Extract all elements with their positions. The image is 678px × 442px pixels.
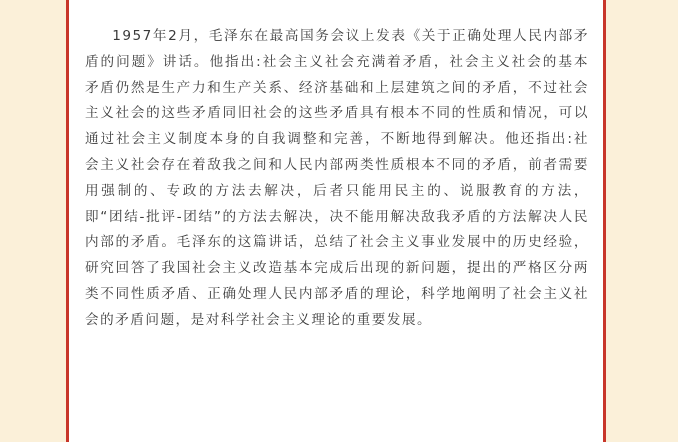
right-frame-border [603,0,606,442]
article-paragraph: 1957年2月，毛泽东在最高国务会议上发表《关于正确处理人民内部矛盾的问题》讲话。他指出:社会主义社会充满着矛盾，社会主义社会的基本矛盾仍然是生产力和生产关系、经济基础和上层建筑之间的矛盾，不过社会主义社会的这些矛盾同旧社会的这些矛盾具有根本不同的性质和情况，可以通过社会主义制度本身的自我调整和完善，不断地得到解决。他还指出:社会主义社会存在着敌我之间和人民内部两类性质根本不同的矛盾，前者需要用强制的、专政的方法去解决，后者只能用民主的、说服教育的方法，即“团结-批评-团结”的方法去解决，决不能用解决敌我矛盾的方法解决人民内部的矛盾。毛泽东的这篇讲话，总结了社会主义事业发展中的历史经验，研究回答了我国社会主义改造基本完成后出现的新问题，提出的严格区分两类不同性质矛盾、正确处理人民内部矛盾的理论，科学地阐明了社会主义社会的矛盾问题，是对科学社会主义理论的重要发展。 [85,28,589,328]
article-panel [69,0,603,442]
